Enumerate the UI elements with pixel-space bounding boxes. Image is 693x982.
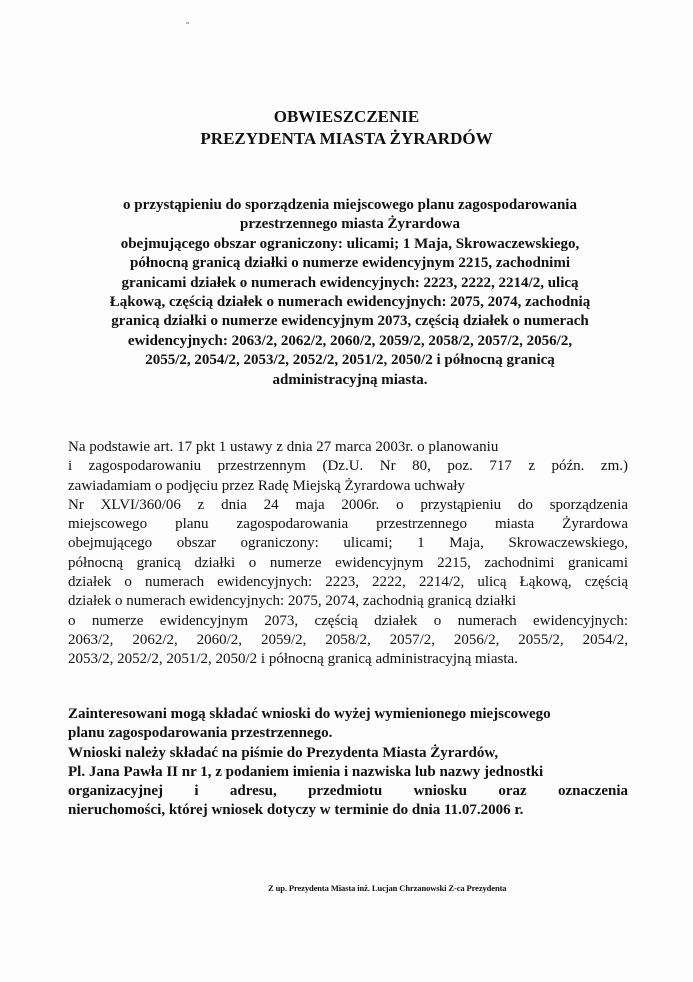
body-line: i zagospodarowaniu przestrzennym (Dz.U. Nr 80, poz. 717 z późn. zm.) [68,458,628,475]
subject-heading [60,196,640,390]
body-line: północną granicą działki o numerze ewidencyjnym 2215, zachodnimi granicami [68,554,628,571]
title-line-1: OBWIESZCZENIE [273,107,420,126]
notice-paragraph [68,705,628,821]
body-line: działek o numerach ewidencyjnych: 2075, 2074, zachodnią granicą działki [68,593,517,610]
subject-line: przestrzennego miasta Żyrardowa [240,216,460,233]
title-line-2: PREZYDENTA MIASTA ŻYRARDÓW [200,129,493,148]
subject-line: granicą działki o numerze ewidencyjnym 2073, częścią działek o numerach [111,313,589,330]
notice-line: organizacyjnej i adresu, przedmiotu wniosku oraz oznaczenia [68,783,628,800]
scan-artifact [186,22,189,24]
subject-line: o przystąpieniu do sporządzenia miejscowego planu zagospodarowania [123,197,577,213]
subject-line: północną granicą działki o numerze ewidencyjnym 2215, zachodnimi [130,255,570,272]
body-paragraph [68,438,628,670]
signature-line: Z up. Prezydenta Miasta inż. Lucjan Chrzanowski Z-ca Prezydenta [268,883,507,893]
body-line: Na podstawie art. 17 pkt 1 ustawy z dnia 27 marca 2003r. o planowaniu [68,439,499,455]
notice-line: nieruchomości, której wniosek dotyczy w terminie do dnia 11.07.2006 r. [68,802,524,819]
body-line: 2053/2, 2052/2, 2051/2, 2050/2 i północną granicą administracyjną miasta. [68,651,518,668]
notice-line: planu zagospodarowania przestrzennego. [68,725,333,742]
document-title [0,106,693,150]
body-line: działek o numerach ewidencyjnych: 2223, 2222, 2214/2, ulicą Łąkową, częścią [68,574,628,591]
subject-line: ewidencyjnych: 2063/2, 2062/2, 2060/2, 2059/2, 2058/2, 2057/2, 2056/2, [127,332,573,349]
notice-line: Zainteresowani mogą składać wnioski do wyżej wymienionego miejscowego [68,706,551,722]
notice-line: Pl. Jana Pawła II nr 1, z podaniem imienia i nazwiska lub nazwy jednostki [68,763,544,780]
subject-line: 2055/2, 2054/2, 2053/2, 2052/2, 2051/2, 2050/2 i północną granicą [145,352,555,369]
body-line: o numerze ewidencyjnym 2073, częścią działek o numerach ewidencyjnych: [68,612,628,629]
subject-line: Łąkową, częścią działek o numerach ewidencyjnych: 2075, 2074, zachodnią [109,294,591,311]
subject-line: granicami działek o numerach ewidencyjnych: 2223, 2222, 2214/2, ulicą [121,274,579,291]
body-line: zawiadamiam o podjęciu przez Radę Miejską Żyrardowa uchwały [68,477,465,494]
body-line: miejscowego planu zagospodarowania przestrzennego miasta Żyrardowa [68,516,628,533]
notice-line: Wnioski należy składać na piśmie do Prezydenta Miasta Żyrardów, [68,744,499,761]
body-line: Nr XLVI/360/06 z dnia 24 maja 2006r. o przystąpieniu do sporządzenia [68,496,628,513]
body-line: obejmującego obszar ograniczony: ulicami; 1 Maja, Skrowaczewskiego, [68,535,628,552]
subject-line: obejmującego obszar ograniczony: ulicami; 1 Maja, Skrowaczewskiego, [120,235,580,252]
subject-line: administracyjną miasta. [272,371,428,388]
body-line: 2063/2, 2062/2, 2060/2, 2059/2, 2058/2, 2057/2, 2056/2, 2055/2, 2054/2, [68,631,628,648]
